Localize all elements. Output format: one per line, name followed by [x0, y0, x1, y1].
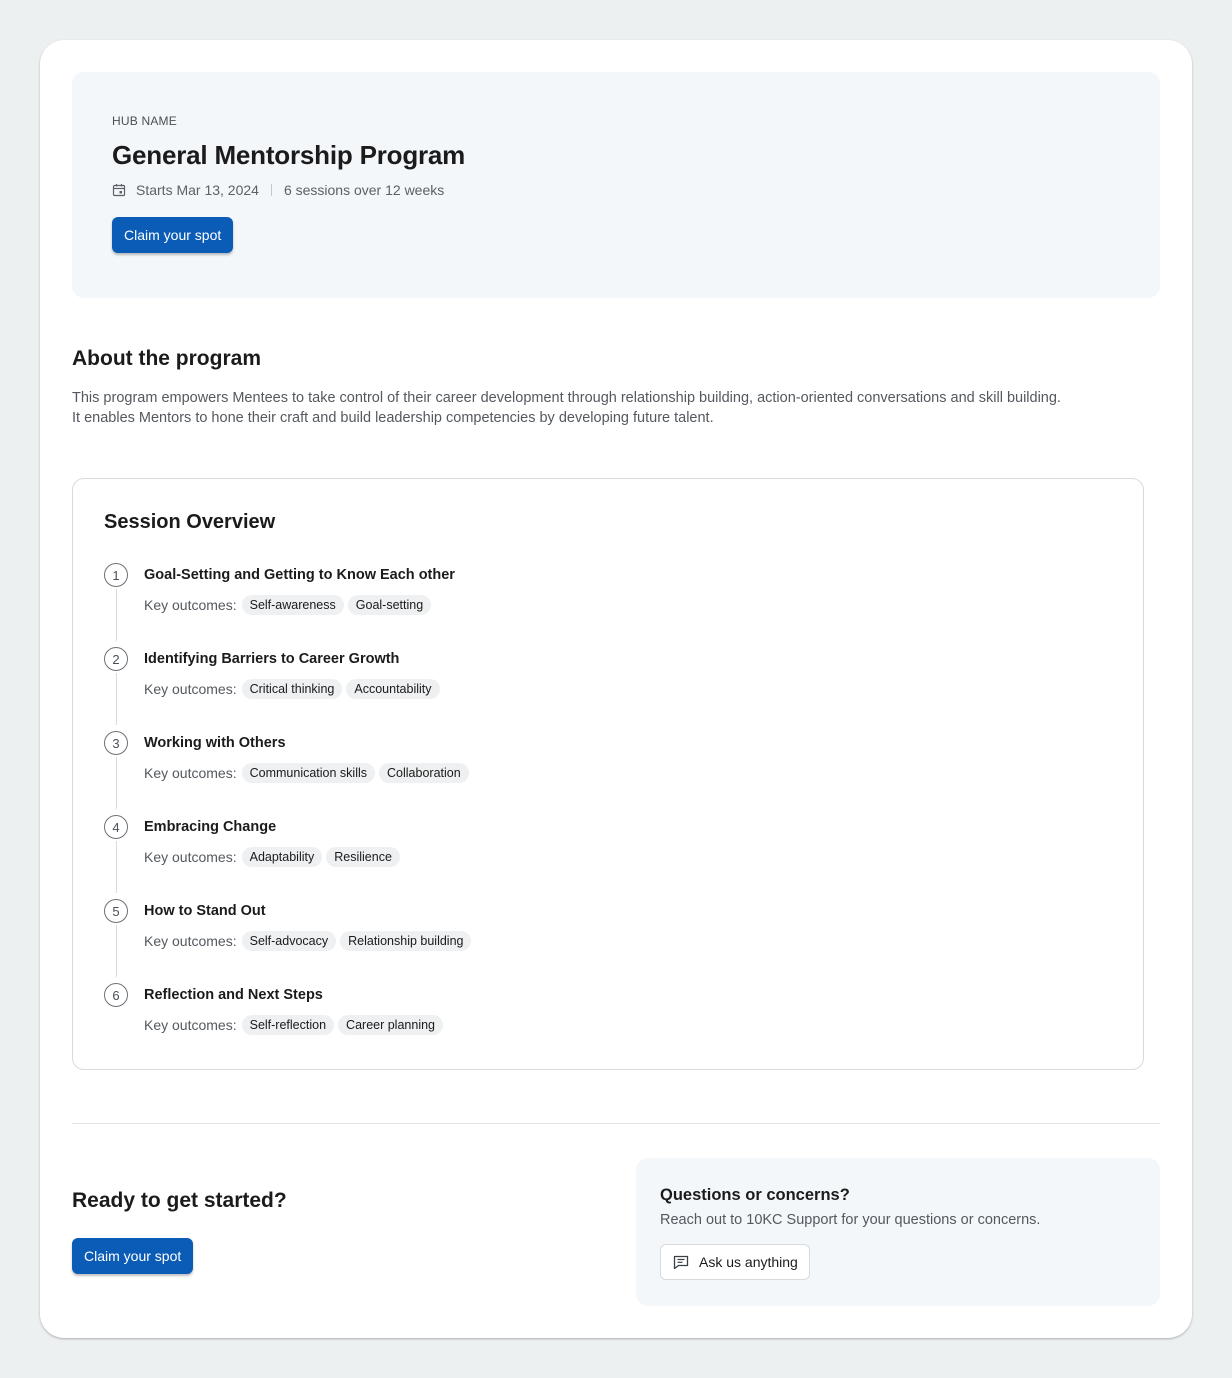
- step-number: 2: [104, 647, 128, 671]
- session-title: Working with Others: [144, 735, 286, 751]
- outcomes-label: Key outcomes:: [144, 1017, 237, 1033]
- outcome-chip: Self-advocacy: [242, 931, 337, 951]
- outcome-chip: Goal-setting: [348, 595, 431, 615]
- program-header: [72, 72, 1160, 298]
- chat-icon: [672, 1253, 690, 1271]
- key-outcomes: [144, 679, 1112, 699]
- timeline-connector: [116, 757, 117, 809]
- support-text: Reach out to 10KC Support for your questions or concerns.: [660, 1212, 1041, 1228]
- outcome-chip: Communication skills: [242, 763, 375, 783]
- about-description: This program empowers Mentees to take control of their career development through relationship building, action-oriented conversations and skill building. It enables Mentors to hone their craft and build leadership competencies by developing future talent.: [72, 390, 1061, 426]
- key-outcomes: [144, 847, 1112, 867]
- session-title: Reflection and Next Steps: [144, 987, 323, 1003]
- ask-us-label: Ask us anything: [699, 1254, 798, 1270]
- page-title: General Mentorship Program: [112, 140, 466, 170]
- outcome-chip: Collaboration: [379, 763, 469, 783]
- timeline-connector: [116, 589, 117, 641]
- calendar-icon: [112, 183, 126, 197]
- about-title: About the program: [72, 347, 261, 370]
- outcome-chip: Accountability: [346, 679, 439, 699]
- outcomes-label: Key outcomes:: [144, 597, 237, 613]
- step-number: 4: [104, 815, 128, 839]
- session-item: [104, 979, 1112, 1039]
- claim-spot-button-bottom[interactable]: Claim your spot: [72, 1238, 193, 1274]
- outcome-chip: Career planning: [338, 1015, 443, 1035]
- outcome-chip: Relationship building: [340, 931, 471, 951]
- session-title: Embracing Change: [144, 819, 277, 835]
- get-started-section: [72, 1188, 287, 1274]
- session-title: Goal-Setting and Getting to Know Each other: [144, 567, 455, 583]
- outcomes-label: Key outcomes:: [144, 849, 237, 865]
- outcome-chip: Resilience: [326, 847, 400, 867]
- key-outcomes: [144, 931, 1112, 951]
- timeline-connector: [116, 673, 117, 725]
- outcomes-label: Key outcomes:: [144, 765, 237, 781]
- session-item: [104, 811, 1112, 895]
- outcomes-label: Key outcomes:: [144, 681, 237, 697]
- meta-divider: [271, 184, 272, 196]
- step-number: 5: [104, 899, 128, 923]
- outcome-chip: Self-reflection: [242, 1015, 334, 1035]
- step-number: 6: [104, 983, 128, 1007]
- start-date: Starts Mar 13, 2024: [136, 182, 259, 198]
- program-meta: [112, 181, 1120, 199]
- session-item: [104, 895, 1112, 979]
- session-title: Identifying Barriers to Career Growth: [144, 651, 400, 667]
- timeline-connector: [116, 925, 117, 977]
- session-item: [104, 559, 1112, 643]
- timeline-connector: [116, 841, 117, 893]
- ask-us-button[interactable]: [660, 1244, 810, 1280]
- about-section: [72, 346, 1072, 428]
- section-divider: [72, 1123, 1160, 1124]
- outcomes-label: Key outcomes:: [144, 933, 237, 949]
- session-item: [104, 727, 1112, 811]
- session-schedule: 6 sessions over 12 weeks: [283, 182, 445, 198]
- hub-name: HUB NAME: [112, 114, 177, 128]
- get-started-title: Ready to get started?: [72, 1189, 287, 1212]
- key-outcomes: [144, 1015, 1112, 1035]
- session-overview-card: [72, 478, 1144, 1070]
- support-panel: [636, 1158, 1160, 1306]
- claim-spot-button[interactable]: Claim your spot: [112, 217, 233, 253]
- outcome-chip: Adaptability: [242, 847, 323, 867]
- page-card: [40, 40, 1192, 1338]
- outcome-chip: Critical thinking: [242, 679, 343, 699]
- key-outcomes: [144, 595, 1112, 615]
- outcome-chip: Self-awareness: [242, 595, 344, 615]
- support-title: Questions or concerns?: [660, 1186, 850, 1204]
- session-list: [104, 559, 1112, 1039]
- session-title: How to Stand Out: [144, 903, 266, 919]
- session-item: [104, 643, 1112, 727]
- session-overview-title: Session Overview: [104, 511, 276, 533]
- step-number: 3: [104, 731, 128, 755]
- step-number: 1: [104, 563, 128, 587]
- key-outcomes: [144, 763, 1112, 783]
